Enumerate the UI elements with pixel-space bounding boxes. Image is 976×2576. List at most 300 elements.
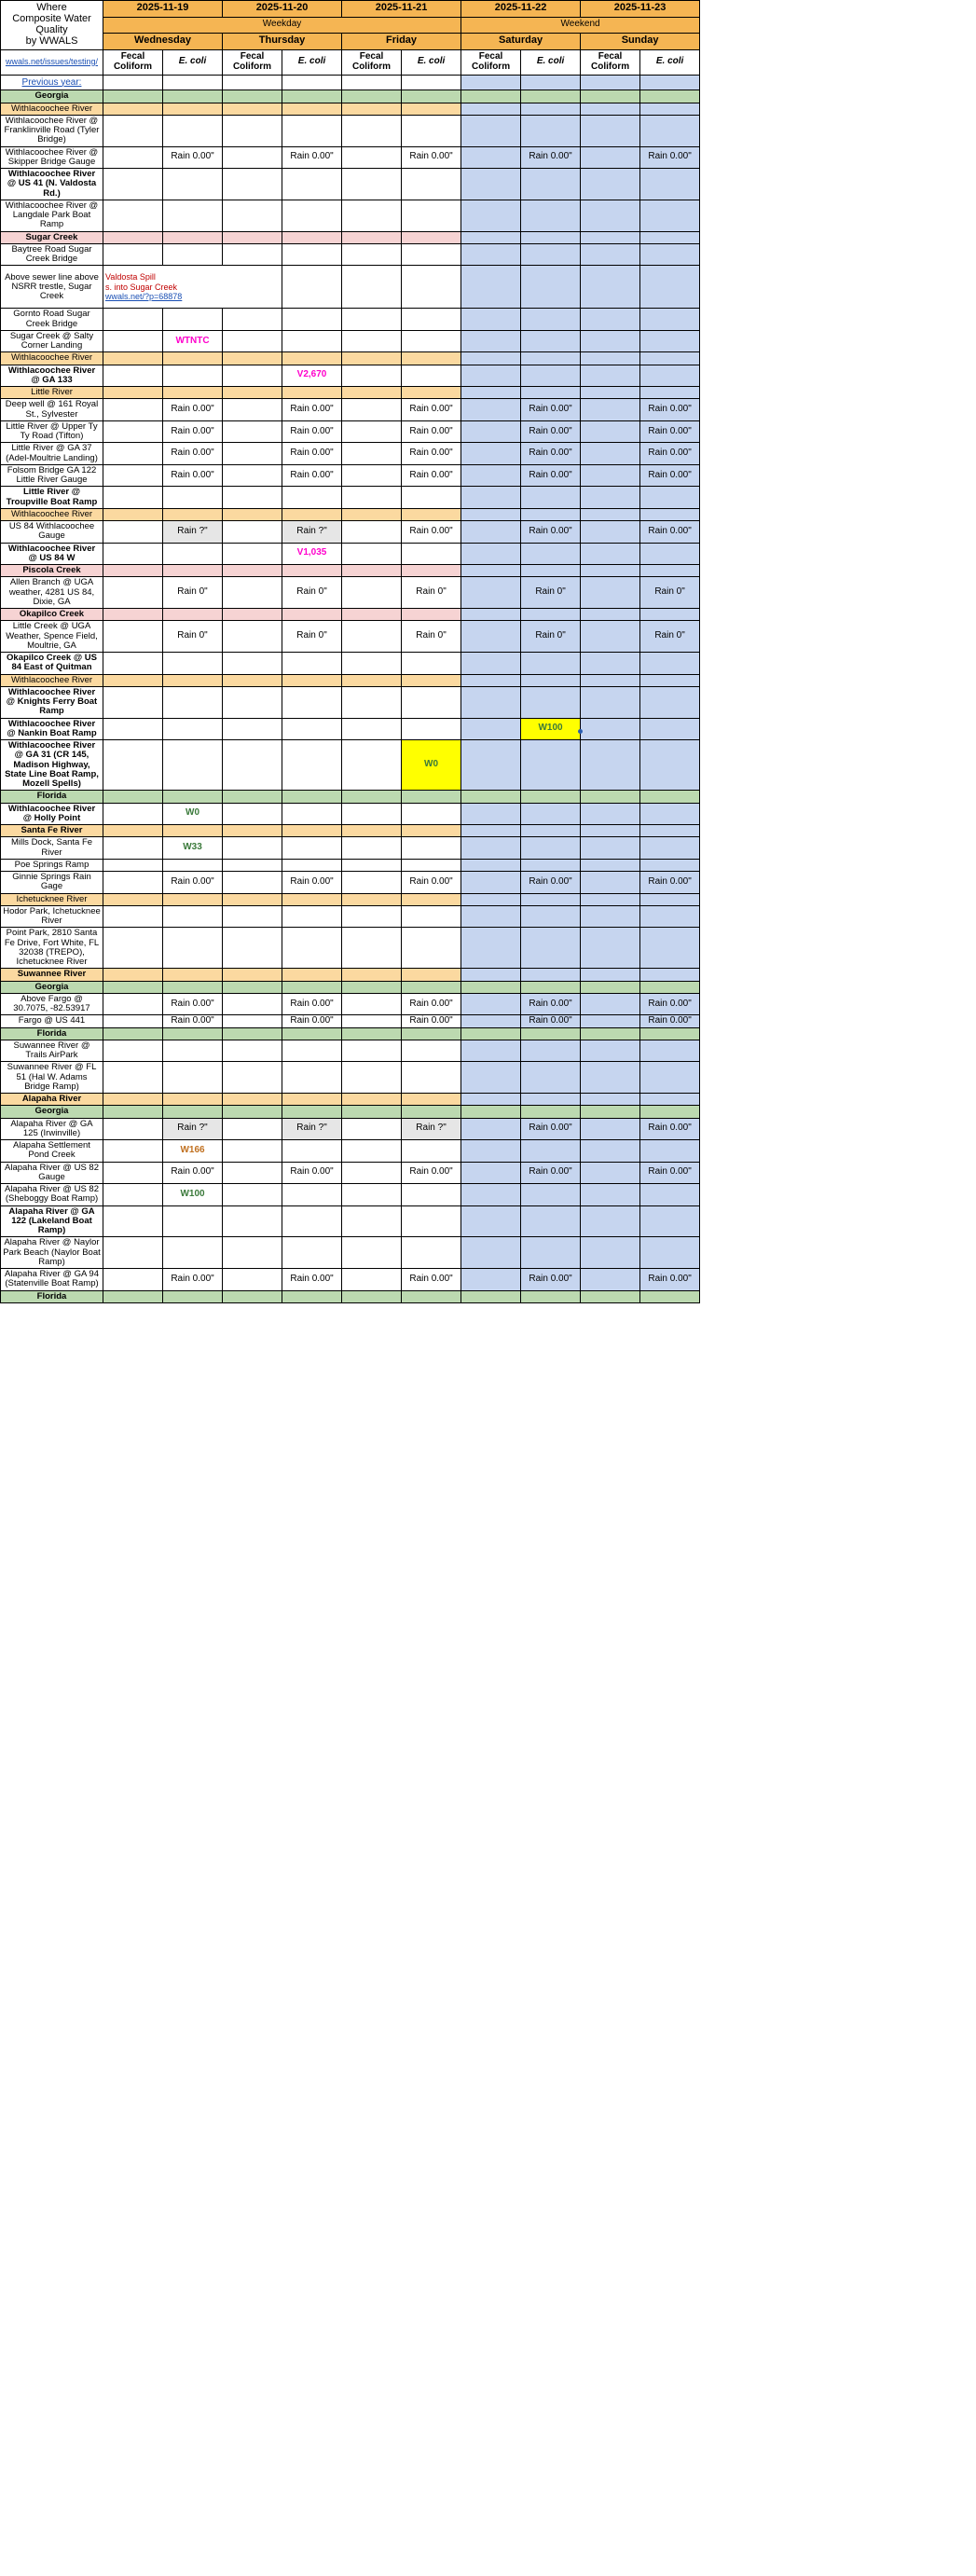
- data-cell[interactable]: [342, 893, 402, 905]
- data-cell[interactable]: [342, 399, 402, 421]
- data-cell[interactable]: [223, 1118, 282, 1140]
- data-cell[interactable]: [461, 330, 521, 352]
- data-cell[interactable]: [581, 1237, 640, 1269]
- data-cell[interactable]: [342, 1290, 402, 1302]
- data-cell[interactable]: [581, 969, 640, 981]
- data-cell[interactable]: [103, 1118, 163, 1140]
- data-cell[interactable]: [402, 1118, 461, 1140]
- data-cell[interactable]: [521, 803, 581, 825]
- data-cell[interactable]: [342, 1094, 402, 1106]
- data-cell[interactable]: [103, 1162, 163, 1184]
- data-cell[interactable]: [581, 1094, 640, 1106]
- data-cell[interactable]: [581, 872, 640, 894]
- data-cell[interactable]: [282, 352, 342, 365]
- data-cell[interactable]: [103, 825, 163, 837]
- data-cell[interactable]: [342, 1015, 402, 1027]
- data-cell[interactable]: [640, 1205, 700, 1237]
- data-cell[interactable]: [581, 981, 640, 993]
- data-cell[interactable]: [640, 309, 700, 331]
- data-cell[interactable]: [163, 1027, 223, 1040]
- data-cell[interactable]: [402, 621, 461, 653]
- data-cell[interactable]: [163, 352, 223, 365]
- data-cell[interactable]: [163, 169, 223, 200]
- data-cell[interactable]: [461, 993, 521, 1015]
- data-cell[interactable]: [402, 543, 461, 565]
- data-cell[interactable]: [342, 577, 402, 609]
- data-cell[interactable]: [163, 565, 223, 577]
- data-cell[interactable]: [461, 1062, 521, 1094]
- spill-link[interactable]: wwals.net/?p=68878: [105, 292, 183, 302]
- data-cell[interactable]: [103, 905, 163, 928]
- data-cell[interactable]: [282, 609, 342, 621]
- data-cell[interactable]: [521, 399, 581, 421]
- data-cell[interactable]: [402, 90, 461, 103]
- data-cell[interactable]: [282, 146, 342, 169]
- data-cell[interactable]: [282, 565, 342, 577]
- data-cell[interactable]: [223, 872, 282, 894]
- data-cell[interactable]: [640, 718, 700, 740]
- data-cell[interactable]: [581, 674, 640, 686]
- data-cell[interactable]: [282, 740, 342, 791]
- data-cell[interactable]: [163, 1290, 223, 1302]
- wwals-testing-link[interactable]: wwals.net/issues/testing/: [5, 56, 99, 66]
- data-cell[interactable]: [640, 893, 700, 905]
- data-cell[interactable]: [640, 837, 700, 860]
- data-cell[interactable]: [163, 686, 223, 718]
- data-cell[interactable]: [581, 1184, 640, 1206]
- data-cell[interactable]: [521, 200, 581, 231]
- data-cell[interactable]: [402, 1290, 461, 1302]
- data-cell[interactable]: [521, 387, 581, 399]
- data-cell[interactable]: [103, 231, 163, 243]
- data-cell[interactable]: [461, 674, 521, 686]
- data-cell[interactable]: [342, 837, 402, 860]
- data-cell[interactable]: [640, 686, 700, 718]
- data-cell[interactable]: [521, 169, 581, 200]
- data-cell[interactable]: [282, 521, 342, 544]
- data-cell[interactable]: [521, 330, 581, 352]
- data-cell[interactable]: [640, 1040, 700, 1062]
- data-cell[interactable]: [223, 565, 282, 577]
- data-cell[interactable]: [581, 443, 640, 465]
- data-cell[interactable]: [223, 115, 282, 146]
- data-cell[interactable]: [103, 791, 163, 803]
- data-cell[interactable]: [581, 928, 640, 969]
- data-cell[interactable]: [282, 169, 342, 200]
- data-cell[interactable]: [223, 352, 282, 365]
- data-cell[interactable]: [342, 993, 402, 1015]
- data-cell[interactable]: [640, 928, 700, 969]
- data-cell[interactable]: [402, 169, 461, 200]
- data-cell[interactable]: [640, 1184, 700, 1206]
- data-cell[interactable]: [282, 969, 342, 981]
- data-cell[interactable]: [342, 1205, 402, 1237]
- data-cell[interactable]: [521, 1205, 581, 1237]
- testing-link-cell[interactable]: [1, 49, 103, 75]
- data-cell[interactable]: [640, 1290, 700, 1302]
- data-cell[interactable]: [581, 837, 640, 860]
- data-cell[interactable]: [581, 1162, 640, 1184]
- data-cell[interactable]: [342, 1269, 402, 1291]
- data-cell[interactable]: [103, 993, 163, 1015]
- data-cell[interactable]: [640, 330, 700, 352]
- data-cell[interactable]: [223, 487, 282, 509]
- data-cell[interactable]: [461, 200, 521, 231]
- data-cell[interactable]: [461, 420, 521, 443]
- data-cell[interactable]: [282, 443, 342, 465]
- data-cell[interactable]: [103, 1094, 163, 1106]
- data-cell[interactable]: [282, 103, 342, 115]
- data-cell[interactable]: [282, 859, 342, 871]
- data-cell[interactable]: [521, 859, 581, 871]
- data-cell[interactable]: [223, 420, 282, 443]
- data-cell[interactable]: [103, 893, 163, 905]
- data-cell[interactable]: [103, 577, 163, 609]
- data-cell[interactable]: [342, 487, 402, 509]
- data-cell[interactable]: [402, 1184, 461, 1206]
- data-cell[interactable]: [163, 993, 223, 1015]
- data-cell[interactable]: [282, 837, 342, 860]
- data-cell[interactable]: [223, 365, 282, 387]
- data-cell[interactable]: [103, 565, 163, 577]
- data-cell[interactable]: [402, 1140, 461, 1163]
- data-cell[interactable]: [163, 399, 223, 421]
- data-cell[interactable]: [461, 1205, 521, 1237]
- data-cell[interactable]: [223, 309, 282, 331]
- data-cell[interactable]: [581, 543, 640, 565]
- data-cell[interactable]: [163, 803, 223, 825]
- data-cell[interactable]: [103, 859, 163, 871]
- data-cell[interactable]: [282, 1015, 342, 1027]
- data-cell[interactable]: [103, 543, 163, 565]
- data-cell[interactable]: [223, 674, 282, 686]
- data-cell[interactable]: [581, 1015, 640, 1027]
- data-cell[interactable]: [640, 243, 700, 266]
- data-cell[interactable]: [342, 825, 402, 837]
- data-cell[interactable]: [640, 1237, 700, 1269]
- data-cell[interactable]: [282, 993, 342, 1015]
- data-cell[interactable]: [640, 508, 700, 520]
- data-cell[interactable]: [581, 330, 640, 352]
- data-cell[interactable]: [103, 837, 163, 860]
- data-cell[interactable]: [402, 464, 461, 487]
- data-cell[interactable]: [461, 565, 521, 577]
- data-cell[interactable]: [282, 1184, 342, 1206]
- data-cell[interactable]: [461, 90, 521, 103]
- data-cell[interactable]: [342, 803, 402, 825]
- data-cell[interactable]: [342, 905, 402, 928]
- data-cell[interactable]: [103, 621, 163, 653]
- data-cell[interactable]: [581, 487, 640, 509]
- data-cell[interactable]: [521, 686, 581, 718]
- data-cell[interactable]: [282, 577, 342, 609]
- data-cell[interactable]: [342, 521, 402, 544]
- data-cell[interactable]: [103, 243, 163, 266]
- data-cell[interactable]: [521, 981, 581, 993]
- data-cell[interactable]: [461, 1118, 521, 1140]
- data-cell[interactable]: [521, 993, 581, 1015]
- data-cell[interactable]: [163, 543, 223, 565]
- data-cell[interactable]: [581, 387, 640, 399]
- data-cell[interactable]: [163, 1106, 223, 1118]
- data-cell[interactable]: [640, 200, 700, 231]
- data-cell[interactable]: [282, 1040, 342, 1062]
- data-cell[interactable]: [103, 399, 163, 421]
- data-cell[interactable]: [461, 1106, 521, 1118]
- data-cell[interactable]: [640, 420, 700, 443]
- data-cell[interactable]: [461, 487, 521, 509]
- data-cell[interactable]: [581, 859, 640, 871]
- data-cell[interactable]: [402, 674, 461, 686]
- data-cell[interactable]: [163, 464, 223, 487]
- data-cell[interactable]: [282, 508, 342, 520]
- data-cell[interactable]: [103, 352, 163, 365]
- data-cell[interactable]: [461, 1269, 521, 1291]
- data-cell[interactable]: [461, 1162, 521, 1184]
- data-cell[interactable]: [521, 1118, 581, 1140]
- data-cell[interactable]: [103, 1269, 163, 1291]
- data-cell[interactable]: [103, 420, 163, 443]
- data-cell[interactable]: [223, 740, 282, 791]
- data-cell[interactable]: [163, 115, 223, 146]
- data-cell[interactable]: [521, 905, 581, 928]
- data-cell[interactable]: [163, 928, 223, 969]
- data-cell[interactable]: [581, 993, 640, 1015]
- data-cell[interactable]: [581, 309, 640, 331]
- data-cell[interactable]: [163, 1237, 223, 1269]
- data-cell[interactable]: [223, 1040, 282, 1062]
- data-cell[interactable]: [223, 993, 282, 1015]
- data-cell[interactable]: [461, 837, 521, 860]
- data-cell[interactable]: [461, 387, 521, 399]
- data-cell[interactable]: [402, 521, 461, 544]
- data-cell[interactable]: [223, 837, 282, 860]
- data-cell[interactable]: [282, 803, 342, 825]
- data-cell[interactable]: [223, 718, 282, 740]
- data-cell[interactable]: [461, 508, 521, 520]
- data-cell[interactable]: [640, 1269, 700, 1291]
- data-cell[interactable]: [163, 577, 223, 609]
- data-cell[interactable]: [521, 837, 581, 860]
- data-cell[interactable]: [103, 103, 163, 115]
- data-cell[interactable]: [402, 740, 461, 791]
- data-cell[interactable]: [342, 1184, 402, 1206]
- data-cell[interactable]: [402, 1062, 461, 1094]
- data-cell[interactable]: [282, 621, 342, 653]
- data-cell[interactable]: [163, 872, 223, 894]
- data-cell[interactable]: [163, 487, 223, 509]
- data-cell[interactable]: [640, 969, 700, 981]
- data-cell[interactable]: [640, 1140, 700, 1163]
- data-cell[interactable]: [282, 1094, 342, 1106]
- data-cell[interactable]: [640, 674, 700, 686]
- data-cell[interactable]: [521, 718, 581, 740]
- data-cell[interactable]: [581, 1027, 640, 1040]
- data-cell[interactable]: [521, 872, 581, 894]
- data-cell[interactable]: [223, 686, 282, 718]
- data-cell[interactable]: [640, 146, 700, 169]
- data-cell[interactable]: [103, 365, 163, 387]
- data-cell[interactable]: [521, 1094, 581, 1106]
- data-cell[interactable]: [402, 330, 461, 352]
- data-cell[interactable]: [521, 577, 581, 609]
- data-cell[interactable]: [461, 146, 521, 169]
- data-cell[interactable]: [282, 200, 342, 231]
- data-cell[interactable]: [223, 928, 282, 969]
- data-cell[interactable]: [640, 981, 700, 993]
- data-cell[interactable]: [342, 621, 402, 653]
- data-cell[interactable]: [223, 1269, 282, 1291]
- data-cell[interactable]: [342, 791, 402, 803]
- data-cell[interactable]: [163, 521, 223, 544]
- data-cell[interactable]: [461, 1040, 521, 1062]
- data-cell[interactable]: [282, 674, 342, 686]
- data-cell[interactable]: [521, 1290, 581, 1302]
- data-cell[interactable]: [402, 115, 461, 146]
- data-cell[interactable]: [163, 1094, 223, 1106]
- data-cell[interactable]: [282, 653, 342, 675]
- data-cell[interactable]: [282, 330, 342, 352]
- data-cell[interactable]: [103, 1015, 163, 1027]
- data-cell[interactable]: [342, 387, 402, 399]
- data-cell[interactable]: [163, 981, 223, 993]
- data-cell[interactable]: [402, 309, 461, 331]
- data-cell[interactable]: [581, 1140, 640, 1163]
- data-cell[interactable]: [342, 169, 402, 200]
- data-cell[interactable]: [640, 399, 700, 421]
- data-cell[interactable]: [521, 115, 581, 146]
- data-cell[interactable]: [402, 1015, 461, 1027]
- data-cell[interactable]: [223, 981, 282, 993]
- data-cell[interactable]: [342, 90, 402, 103]
- data-cell[interactable]: [402, 653, 461, 675]
- data-cell[interactable]: [342, 653, 402, 675]
- data-cell[interactable]: [521, 791, 581, 803]
- data-cell[interactable]: [282, 243, 342, 266]
- data-cell[interactable]: [342, 146, 402, 169]
- data-cell[interactable]: [342, 543, 402, 565]
- data-cell[interactable]: [581, 1269, 640, 1291]
- data-cell[interactable]: [282, 1269, 342, 1291]
- data-cell[interactable]: [402, 146, 461, 169]
- data-cell[interactable]: [461, 231, 521, 243]
- data-cell[interactable]: [223, 521, 282, 544]
- data-cell[interactable]: [461, 825, 521, 837]
- data-cell[interactable]: [581, 1205, 640, 1237]
- data-cell[interactable]: [342, 231, 402, 243]
- data-cell[interactable]: [521, 1027, 581, 1040]
- data-cell[interactable]: [342, 243, 402, 266]
- data-cell[interactable]: [163, 387, 223, 399]
- data-cell[interactable]: [342, 365, 402, 387]
- data-cell[interactable]: [461, 243, 521, 266]
- data-cell[interactable]: [521, 1040, 581, 1062]
- data-cell[interactable]: [163, 1140, 223, 1163]
- data-cell[interactable]: [521, 1162, 581, 1184]
- data-cell[interactable]: [581, 365, 640, 387]
- data-cell[interactable]: [402, 1094, 461, 1106]
- data-cell[interactable]: [103, 1140, 163, 1163]
- data-cell[interactable]: [103, 330, 163, 352]
- data-cell[interactable]: [461, 653, 521, 675]
- data-cell[interactable]: [223, 1027, 282, 1040]
- data-cell[interactable]: [521, 969, 581, 981]
- data-cell[interactable]: [342, 609, 402, 621]
- data-cell[interactable]: [103, 872, 163, 894]
- data-cell[interactable]: [223, 803, 282, 825]
- data-cell[interactable]: [282, 686, 342, 718]
- data-cell[interactable]: [581, 266, 640, 309]
- data-cell[interactable]: [521, 464, 581, 487]
- data-cell[interactable]: [402, 399, 461, 421]
- data-cell[interactable]: [282, 981, 342, 993]
- data-cell[interactable]: [282, 365, 342, 387]
- data-cell[interactable]: [402, 231, 461, 243]
- data-cell[interactable]: [581, 420, 640, 443]
- data-cell[interactable]: [163, 1062, 223, 1094]
- data-cell[interactable]: [581, 1106, 640, 1118]
- data-cell[interactable]: [282, 905, 342, 928]
- data-cell[interactable]: [581, 103, 640, 115]
- data-cell[interactable]: [402, 577, 461, 609]
- data-cell[interactable]: [640, 872, 700, 894]
- data-cell[interactable]: [223, 653, 282, 675]
- data-cell[interactable]: [581, 609, 640, 621]
- data-cell[interactable]: [342, 1140, 402, 1163]
- data-cell[interactable]: [640, 825, 700, 837]
- data-cell[interactable]: [402, 825, 461, 837]
- data-cell[interactable]: [640, 387, 700, 399]
- data-cell[interactable]: [223, 90, 282, 103]
- data-cell[interactable]: [581, 893, 640, 905]
- data-cell[interactable]: [163, 1184, 223, 1206]
- data-cell[interactable]: [163, 653, 223, 675]
- data-cell[interactable]: [521, 103, 581, 115]
- data-cell[interactable]: [163, 609, 223, 621]
- data-cell[interactable]: [223, 1237, 282, 1269]
- previous-year-cell[interactable]: [1, 75, 103, 90]
- data-cell[interactable]: [282, 115, 342, 146]
- data-cell[interactable]: [581, 243, 640, 266]
- data-cell[interactable]: [223, 443, 282, 465]
- spill-note-cell[interactable]: [103, 266, 282, 309]
- data-cell[interactable]: [461, 981, 521, 993]
- data-cell[interactable]: [640, 103, 700, 115]
- data-cell[interactable]: [521, 521, 581, 544]
- data-cell[interactable]: [521, 443, 581, 465]
- data-cell[interactable]: [342, 674, 402, 686]
- data-cell[interactable]: [103, 969, 163, 981]
- data-cell[interactable]: [521, 1106, 581, 1118]
- data-cell[interactable]: [402, 686, 461, 718]
- data-cell[interactable]: [223, 621, 282, 653]
- data-cell[interactable]: [461, 352, 521, 365]
- data-cell[interactable]: [103, 115, 163, 146]
- data-cell[interactable]: [402, 1269, 461, 1291]
- data-cell[interactable]: [103, 653, 163, 675]
- data-cell[interactable]: [521, 621, 581, 653]
- data-cell[interactable]: [103, 718, 163, 740]
- data-cell[interactable]: [342, 1162, 402, 1184]
- data-cell[interactable]: [163, 146, 223, 169]
- data-cell[interactable]: [640, 352, 700, 365]
- data-cell[interactable]: [163, 893, 223, 905]
- data-cell[interactable]: [521, 1269, 581, 1291]
- data-cell[interactable]: [581, 399, 640, 421]
- data-cell[interactable]: [640, 90, 700, 103]
- data-cell[interactable]: [282, 718, 342, 740]
- data-cell[interactable]: [402, 387, 461, 399]
